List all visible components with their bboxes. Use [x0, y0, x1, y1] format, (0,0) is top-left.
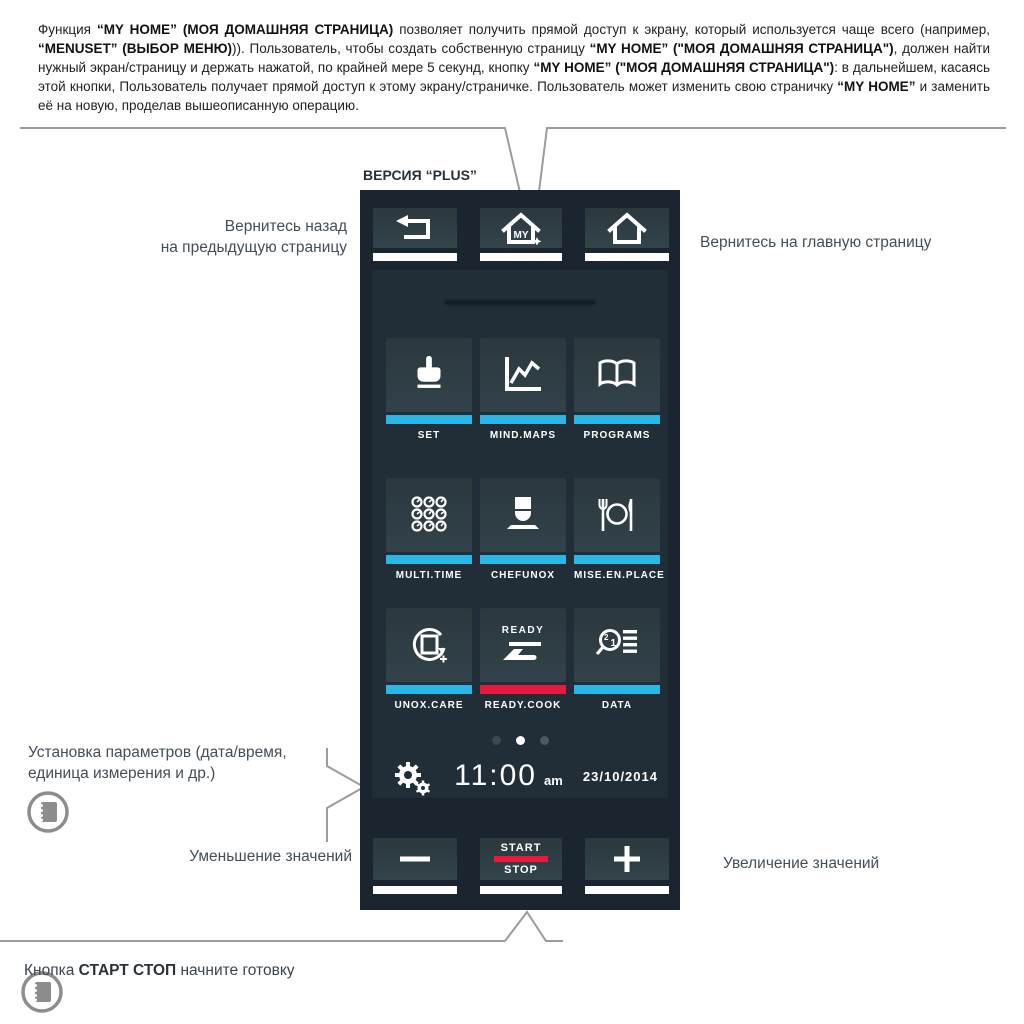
clock [454, 759, 563, 793]
tile-programs-label: PROGRAMS [583, 430, 651, 441]
tile-set-bar [386, 415, 472, 424]
tile-mise-en-place[interactable] [574, 478, 660, 552]
my-label: MY [513, 230, 529, 241]
callout-increase: Увеличение значений [723, 855, 880, 872]
back-icon [393, 213, 437, 243]
my-home-icon [498, 211, 544, 245]
tile-chefunox-bar [480, 555, 566, 564]
tile-data-label: DATA [601, 700, 633, 711]
my-home-button[interactable] [480, 208, 562, 248]
tile-mise-en-place-bar [574, 555, 660, 564]
start-label: START [500, 842, 542, 854]
open-book-icon [593, 353, 641, 397]
faint-screen-text [445, 300, 595, 305]
startstop-callout-line [0, 912, 563, 941]
refresh-square-icon [405, 623, 453, 667]
stop-label: STOP [504, 864, 538, 876]
callout-back: Вернитесь назад на предыдущую страницу [160, 218, 347, 256]
clock-time: 11:00 [454, 759, 537, 792]
tile-ready-cook-bar [480, 685, 566, 694]
date-display: 23/10/2014 [582, 768, 658, 784]
ready-caption: READY [501, 624, 545, 636]
decrease-button[interactable] [373, 838, 457, 880]
version-label: ВЕРСИЯ “PLUS” [363, 167, 477, 183]
tile-mise-en-place-label: MISE.EN.PLACE [574, 570, 665, 581]
page-dot-active[interactable] [516, 736, 525, 745]
multi-clock-icon [405, 493, 453, 537]
clock-meridiem: am [543, 773, 563, 788]
plus-icon [613, 845, 641, 873]
screen-area [372, 270, 668, 798]
tile-set-label: SET [417, 430, 441, 441]
serving-hand-icon [499, 638, 547, 666]
page-indicator [372, 736, 668, 745]
tile-data-bar [574, 685, 660, 694]
tile-ready-cook[interactable] [480, 608, 566, 682]
tile-ready-cook-label: READY.COOK [484, 700, 562, 711]
back-button[interactable] [373, 208, 457, 248]
tile-mind-maps-bar [480, 415, 566, 424]
settings-gear-icon[interactable] [388, 756, 434, 796]
svg-text:1: 1 [610, 638, 617, 649]
page-dot[interactable] [492, 736, 501, 745]
chef-hat-icon [499, 493, 547, 537]
tile-unox-care[interactable] [386, 608, 472, 682]
home-button[interactable] [585, 208, 669, 248]
my-home-button-underline [480, 253, 562, 261]
home-button-underline [585, 253, 669, 261]
tile-mind-maps[interactable] [480, 338, 566, 412]
tile-data[interactable] [574, 608, 660, 682]
tile-unox-care-bar [386, 685, 472, 694]
start-stop-button-underline [480, 886, 562, 894]
oven-touch-panel [360, 190, 680, 910]
manual-booklet-icon [26, 790, 70, 834]
tile-unox-care-label: UNOX.CARE [394, 700, 464, 711]
tile-programs[interactable] [574, 338, 660, 412]
tile-multi-time[interactable] [386, 478, 472, 552]
status-row [388, 756, 658, 796]
home-icon [604, 211, 650, 245]
tile-set[interactable] [386, 338, 472, 412]
decrease-button-underline [373, 886, 457, 894]
tile-chefunox-label: CHEFUNOX [490, 570, 556, 581]
increase-button-underline [585, 886, 669, 894]
callout-settings: Установка параметров (дата/время, единица измерения и др.) [28, 744, 287, 782]
plate-cutlery-icon [593, 493, 641, 537]
callout-decrease: Уменьшение значений [189, 848, 352, 865]
start-stop-red-bar [494, 856, 548, 862]
start-stop-button[interactable] [480, 838, 562, 880]
increase-button[interactable] [585, 838, 669, 880]
tile-multi-time-label: MULTI.TIME [395, 570, 463, 581]
back-button-underline [373, 253, 457, 261]
tile-chefunox[interactable] [480, 478, 566, 552]
tile-programs-bar [574, 415, 660, 424]
magnifier-list-icon [593, 623, 641, 667]
tile-mind-maps-label: MIND.MAPS [489, 430, 557, 441]
callout-home: Вернитесь на главную страницу [700, 234, 932, 251]
set-hand-icon [406, 353, 452, 397]
page-dot[interactable] [540, 736, 549, 745]
tile-multi-time-bar [386, 555, 472, 564]
chart-icon [499, 353, 547, 397]
svg-text:2: 2 [604, 633, 609, 642]
intro-paragraph: Функция “MY HOME” (МОЯ ДОМАШНЯЯ СТРАНИЦА) позволяет получить прямой доступ к экрану, который используется чаще всего (например, “MENUSET” (ВЫБОР МЕНЮ))). Пользователь, чтобы создать собственную страницу “MY HOME” ("МОЯ ДОМАШНЯЯ СТРАНИЦА"), должен найти нужный экран/страницу и держать нажатой, по крайней мере 5 секунд, кнопку “MY HOME” ("МОЯ ДОМАШНЯЯ СТРАНИЦА"): в дальнейшем, касаясь этой кнопки, Пользователь получает прямой доступ к этому экрану/страничке. Пользователь может изменить свою страничку “MY HOME” и заменить её на новую, проделав вышеописанную операцию. [38, 21, 990, 113]
startstop-note: Кнопка СТАРТ СТОП начните готовку [24, 961, 295, 979]
minus-icon [398, 854, 432, 864]
